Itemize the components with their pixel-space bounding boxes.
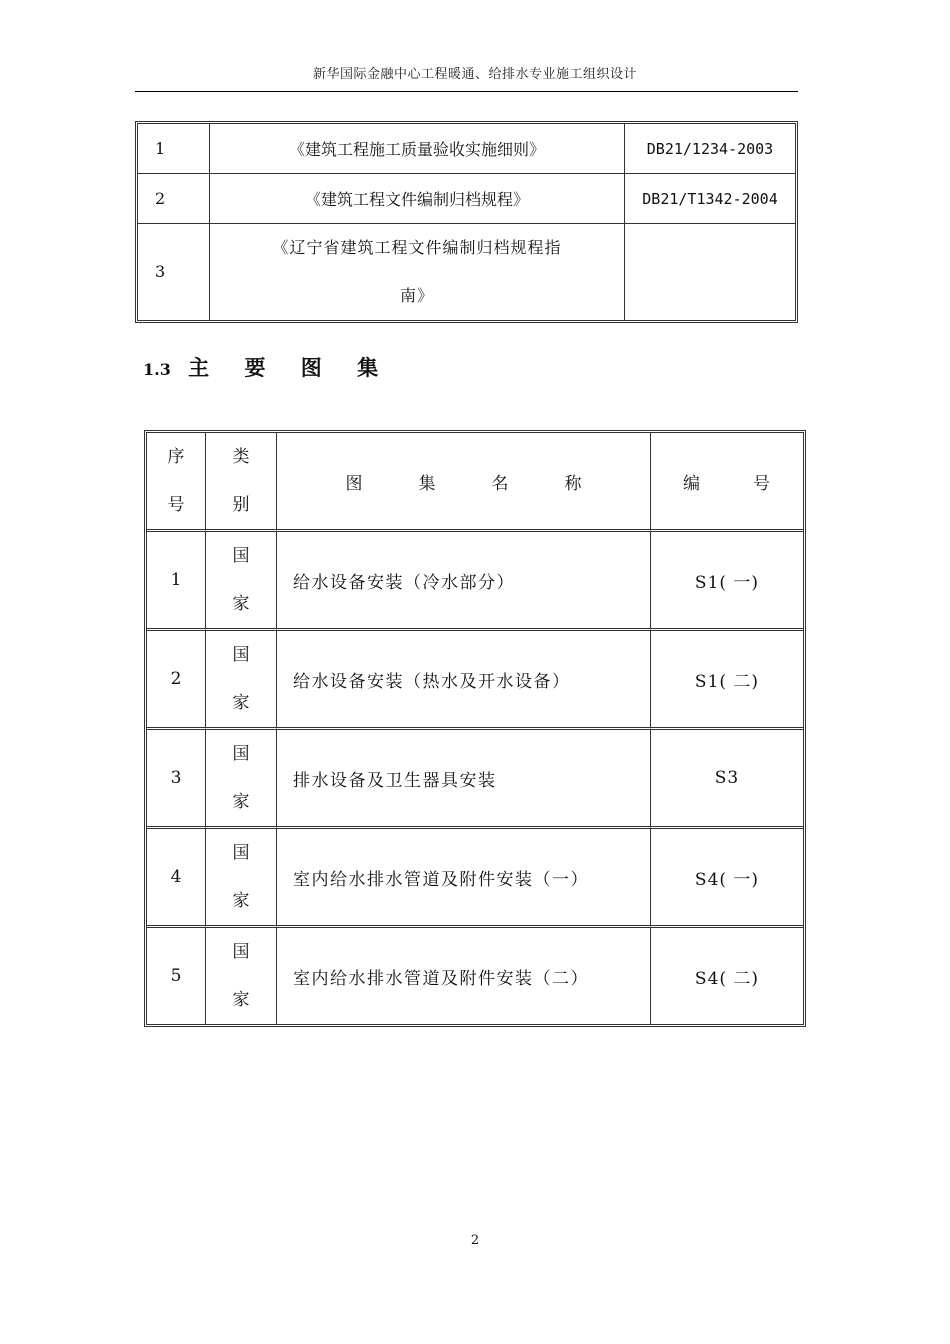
- atlas-seq: 1: [147, 532, 206, 631]
- standard-title-line: 南》: [399, 286, 434, 305]
- atlas-name: 给水设备安装（冷水部分）: [277, 532, 651, 631]
- standards-table: [135, 121, 798, 323]
- header-atlas-name: [277, 433, 651, 532]
- table-row: [138, 124, 795, 174]
- header-char: 别: [232, 495, 250, 515]
- standard-code: DB21/1234-2003: [625, 124, 795, 174]
- category-char: 国: [232, 546, 250, 566]
- atlas-number: S1( 一): [651, 532, 803, 631]
- header-char: 类: [232, 447, 250, 467]
- table-row: [138, 174, 795, 224]
- atlas-name: 给水设备安装（热水及开水设备）: [277, 631, 651, 730]
- category-char: 国: [232, 744, 250, 764]
- standard-code: [625, 224, 795, 320]
- section-number: 1.3: [143, 360, 171, 379]
- header-rule: [135, 91, 798, 92]
- standard-title: 《建筑工程施工质量验收实施细则》: [210, 124, 625, 174]
- atlas-seq: 2: [147, 631, 206, 730]
- header-char: 号: [753, 473, 771, 494]
- atlas-number: S4( 一): [651, 829, 803, 928]
- row-number: 2: [138, 174, 210, 224]
- atlas-seq: 4: [147, 829, 206, 928]
- header-char: 集: [418, 473, 436, 494]
- table-row: [147, 730, 803, 829]
- category-char: 国: [232, 942, 250, 962]
- header-category: [206, 433, 277, 532]
- header-char: 序: [167, 447, 185, 467]
- atlas-category: [206, 829, 277, 928]
- page-number: 2: [470, 1233, 480, 1248]
- atlas-category: [206, 928, 277, 1024]
- running-header: 新华国际金融中心工程暖通、给排水专业施工组织设计: [312, 67, 637, 82]
- table-row: [147, 928, 803, 1024]
- standard-code: DB21/T1342-2004: [625, 174, 795, 224]
- category-char: 国: [232, 843, 250, 863]
- standard-title: [210, 224, 625, 320]
- atlas-name: 排水设备及卫生器具安装: [277, 730, 651, 829]
- atlas-category: [206, 532, 277, 631]
- category-char: 国: [232, 645, 250, 665]
- category-char: 家: [232, 792, 250, 812]
- table-row: [147, 532, 803, 631]
- header-char: 号: [167, 495, 185, 515]
- atlas-number: S3: [651, 730, 803, 829]
- atlas-name: 室内给水排水管道及附件安装（二）: [277, 928, 651, 1024]
- header-char: 编: [683, 473, 701, 494]
- header-seq: [147, 433, 206, 532]
- row-number: 1: [138, 124, 210, 174]
- atlas-category: [206, 730, 277, 829]
- category-char: 家: [232, 891, 250, 911]
- atlas-table: [144, 430, 806, 1027]
- header-char: 称: [564, 473, 582, 494]
- table-row: [138, 224, 795, 320]
- atlas-number: S1( 二): [651, 631, 803, 730]
- section-heading: [143, 352, 392, 382]
- section-title: 主 要 图 集: [188, 355, 393, 380]
- standard-title: 《建筑工程文件编制归档规程》: [210, 174, 625, 224]
- row-number: 3: [138, 224, 210, 320]
- atlas-seq: 5: [147, 928, 206, 1024]
- atlas-number: S4( 二): [694, 968, 760, 989]
- atlas-seq: 3: [147, 730, 206, 829]
- category-char: 家: [232, 990, 250, 1010]
- atlas-name: 室内给水排水管道及附件安装（一）: [277, 829, 651, 928]
- category-char: 家: [232, 693, 250, 713]
- header-char: 图: [345, 473, 363, 494]
- table-row: [147, 631, 803, 730]
- table-header-row: [147, 433, 803, 532]
- standard-title-line: 《辽宁省建筑工程文件编制归档规程指: [272, 238, 562, 257]
- category-char: 家: [232, 594, 250, 614]
- table-row: [147, 829, 803, 928]
- header-atlas-number: [651, 433, 803, 532]
- header-char: 名: [491, 473, 509, 494]
- atlas-category: [206, 631, 277, 730]
